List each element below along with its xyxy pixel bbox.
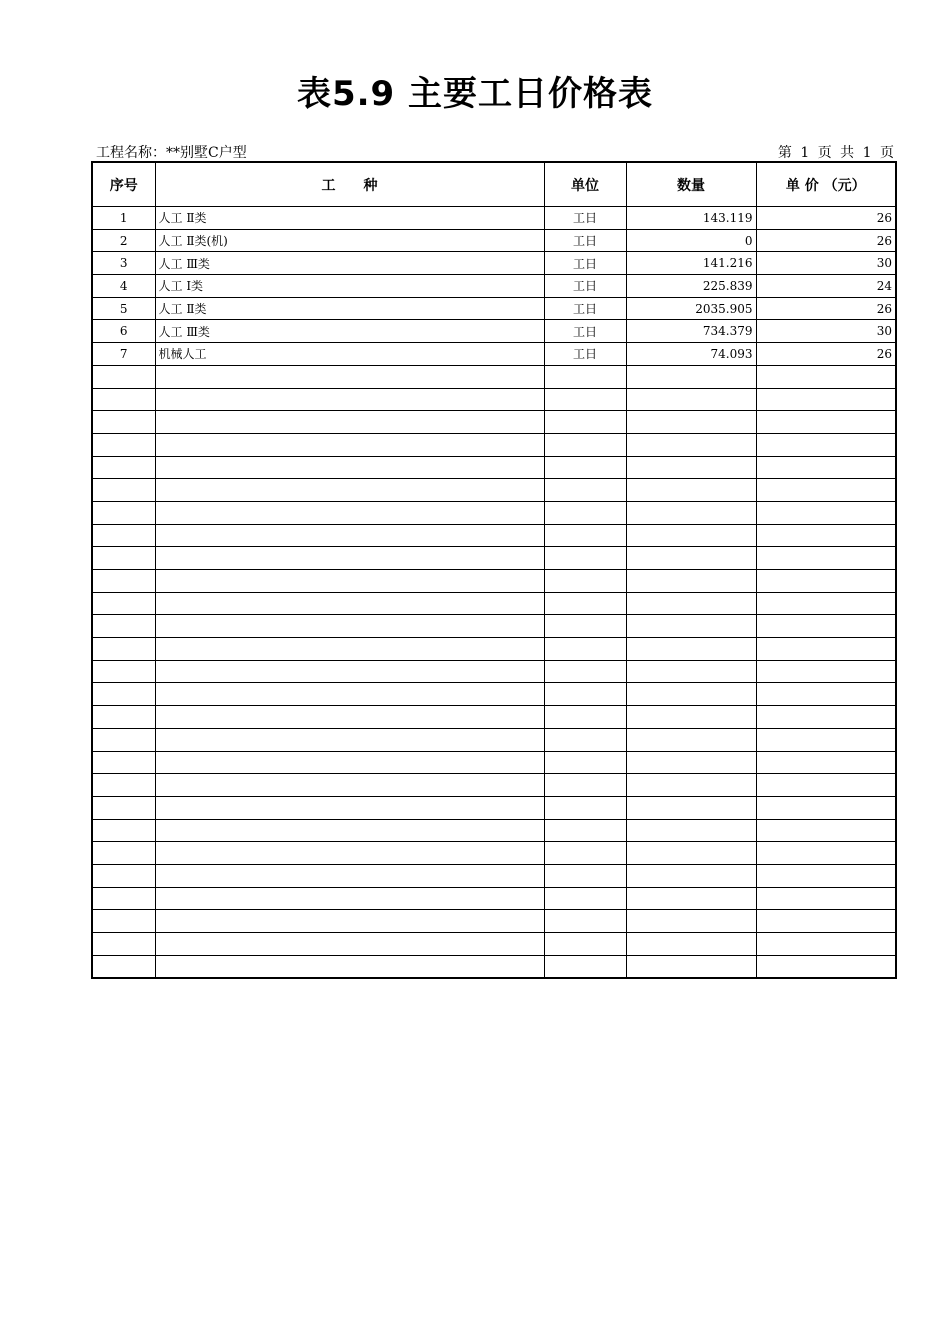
- table-row: [92, 229, 896, 252]
- cell-type: [155, 751, 544, 774]
- header-no: 序号: [92, 162, 155, 207]
- cell-qty: [626, 411, 756, 434]
- cell-unit: [544, 796, 626, 819]
- cell-no: [92, 887, 155, 910]
- cell-unit: [544, 728, 626, 751]
- cell-qty: 734.379: [626, 320, 756, 343]
- cell-unit: [544, 501, 626, 524]
- cell-qty: [626, 774, 756, 797]
- cell-no: 7: [92, 343, 155, 366]
- empty-row: [92, 592, 896, 615]
- cell-qty: 74.093: [626, 343, 756, 366]
- cell-unit: [544, 388, 626, 411]
- cell-qty: [626, 796, 756, 819]
- cell-unit: [544, 615, 626, 638]
- cell-qty: 141.216: [626, 252, 756, 275]
- cell-qty: [626, 910, 756, 933]
- cell-type: [155, 660, 544, 683]
- table-row: [92, 275, 896, 298]
- cell-unit: 工日: [544, 207, 626, 230]
- cell-qty: [626, 728, 756, 751]
- cell-qty: [626, 456, 756, 479]
- cell-qty: [626, 501, 756, 524]
- cell-no: [92, 615, 155, 638]
- cell-unit: [544, 910, 626, 933]
- empty-row: [92, 796, 896, 819]
- empty-row: [92, 819, 896, 842]
- cell-no: [92, 774, 155, 797]
- cell-no: [92, 456, 155, 479]
- cell-qty: [626, 819, 756, 842]
- cell-type: [155, 683, 544, 706]
- cell-unit: [544, 592, 626, 615]
- cell-qty: [626, 524, 756, 547]
- cell-price: [756, 706, 896, 729]
- cell-price: [756, 365, 896, 388]
- cell-price: [756, 524, 896, 547]
- empty-row: [92, 365, 896, 388]
- cell-qty: [626, 683, 756, 706]
- cell-no: [92, 660, 155, 683]
- table-row: [92, 343, 896, 366]
- empty-row: [92, 706, 896, 729]
- cell-price: 26: [756, 207, 896, 230]
- cell-qty: [626, 706, 756, 729]
- empty-row: [92, 501, 896, 524]
- cell-type: [155, 842, 544, 865]
- cell-price: [756, 887, 896, 910]
- cell-no: [92, 819, 155, 842]
- cell-price: [756, 819, 896, 842]
- cell-price: [756, 479, 896, 502]
- cell-type: [155, 365, 544, 388]
- cell-type: 人工 Ⅱ类: [155, 297, 544, 320]
- cell-unit: 工日: [544, 297, 626, 320]
- empty-row: [92, 751, 896, 774]
- cell-type: 机械人工: [155, 343, 544, 366]
- cell-price: [756, 728, 896, 751]
- cell-unit: [544, 706, 626, 729]
- cell-price: [756, 615, 896, 638]
- cell-unit: [544, 638, 626, 661]
- cell-no: [92, 751, 155, 774]
- cell-price: 30: [756, 320, 896, 343]
- cell-unit: [544, 683, 626, 706]
- cell-qty: [626, 615, 756, 638]
- cell-unit: [544, 819, 626, 842]
- cell-unit: [544, 864, 626, 887]
- cell-price: [756, 955, 896, 978]
- cell-no: [92, 388, 155, 411]
- cell-qty: 0: [626, 229, 756, 252]
- cell-no: [92, 365, 155, 388]
- labor-price-table: [91, 161, 897, 979]
- cell-unit: 工日: [544, 252, 626, 275]
- cell-type: [155, 887, 544, 910]
- table-row: [92, 320, 896, 343]
- cell-no: [92, 479, 155, 502]
- cell-price: [756, 842, 896, 865]
- cell-qty: [626, 365, 756, 388]
- cell-unit: [544, 365, 626, 388]
- cell-qty: [626, 388, 756, 411]
- cell-type: [155, 433, 544, 456]
- cell-qty: [626, 933, 756, 956]
- empty-row: [92, 456, 896, 479]
- cell-qty: [626, 547, 756, 570]
- header-qty: 数量: [626, 162, 756, 207]
- cell-price: 26: [756, 343, 896, 366]
- table-row: [92, 297, 896, 320]
- empty-row: [92, 683, 896, 706]
- cell-price: 30: [756, 252, 896, 275]
- empty-row: [92, 388, 896, 411]
- empty-row: [92, 842, 896, 865]
- cell-no: [92, 592, 155, 615]
- cell-price: [756, 592, 896, 615]
- cell-qty: [626, 638, 756, 661]
- cell-type: [155, 456, 544, 479]
- cell-no: [92, 683, 155, 706]
- cell-unit: [544, 842, 626, 865]
- empty-row: [92, 638, 896, 661]
- cell-price: [756, 547, 896, 570]
- cell-unit: [544, 570, 626, 593]
- table-header-row: [92, 162, 896, 207]
- cell-no: [92, 933, 155, 956]
- empty-row: [92, 547, 896, 570]
- cell-unit: [544, 524, 626, 547]
- cell-price: [756, 388, 896, 411]
- cell-no: 6: [92, 320, 155, 343]
- cell-qty: 143.119: [626, 207, 756, 230]
- cell-type: [155, 501, 544, 524]
- cell-unit: 工日: [544, 343, 626, 366]
- cell-type: 人工 Ⅰ类: [155, 275, 544, 298]
- table-body: [92, 207, 896, 979]
- empty-row: [92, 524, 896, 547]
- cell-type: [155, 864, 544, 887]
- cell-unit: 工日: [544, 275, 626, 298]
- cell-unit: [544, 887, 626, 910]
- empty-row: [92, 910, 896, 933]
- cell-no: [92, 706, 155, 729]
- cell-qty: [626, 433, 756, 456]
- empty-row: [92, 887, 896, 910]
- cell-price: [756, 910, 896, 933]
- cell-unit: [544, 547, 626, 570]
- cell-qty: [626, 751, 756, 774]
- cell-unit: [544, 479, 626, 502]
- cell-type: [155, 796, 544, 819]
- cell-price: [756, 501, 896, 524]
- empty-row: [92, 955, 896, 978]
- cell-price: [756, 433, 896, 456]
- cell-no: [92, 547, 155, 570]
- cell-price: 24: [756, 275, 896, 298]
- cell-no: [92, 955, 155, 978]
- cell-type: [155, 570, 544, 593]
- cell-no: [92, 728, 155, 751]
- cell-no: 2: [92, 229, 155, 252]
- header-type: 工 种: [155, 162, 544, 207]
- empty-row: [92, 411, 896, 434]
- cell-qty: [626, 570, 756, 593]
- cell-type: [155, 524, 544, 547]
- cell-qty: [626, 660, 756, 683]
- cell-no: 5: [92, 297, 155, 320]
- cell-type: [155, 638, 544, 661]
- empty-row: [92, 933, 896, 956]
- cell-no: [92, 638, 155, 661]
- cell-unit: [544, 433, 626, 456]
- cell-no: 1: [92, 207, 155, 230]
- cell-unit: 工日: [544, 229, 626, 252]
- cell-type: [155, 933, 544, 956]
- cell-unit: [544, 955, 626, 978]
- cell-type: [155, 955, 544, 978]
- cell-price: [756, 751, 896, 774]
- cell-type: [155, 706, 544, 729]
- cell-qty: [626, 887, 756, 910]
- empty-row: [92, 774, 896, 797]
- cell-price: [756, 933, 896, 956]
- cell-no: [92, 433, 155, 456]
- cell-price: 26: [756, 229, 896, 252]
- table-row: [92, 207, 896, 230]
- header-price: 单 价 （元）: [756, 162, 896, 207]
- cell-unit: [544, 456, 626, 479]
- cell-type: [155, 592, 544, 615]
- cell-no: [92, 842, 155, 865]
- cell-price: [756, 864, 896, 887]
- cell-no: [92, 864, 155, 887]
- page-title: 表5.9 主要工日价格表: [296, 74, 654, 114]
- empty-row: [92, 570, 896, 593]
- empty-row: [92, 660, 896, 683]
- cell-no: [92, 524, 155, 547]
- cell-qty: 225.839: [626, 275, 756, 298]
- cell-no: [92, 501, 155, 524]
- cell-price: [756, 570, 896, 593]
- cell-price: [756, 683, 896, 706]
- cell-price: [756, 774, 896, 797]
- empty-row: [92, 479, 896, 502]
- cell-no: [92, 411, 155, 434]
- cell-price: 26: [756, 297, 896, 320]
- cell-type: 人工 Ⅱ类(机): [155, 229, 544, 252]
- table-row: [92, 252, 896, 275]
- project-name: 工程名称：**别墅C户型: [96, 145, 247, 161]
- cell-type: [155, 910, 544, 933]
- cell-no: 4: [92, 275, 155, 298]
- cell-type: [155, 774, 544, 797]
- cell-type: [155, 388, 544, 411]
- empty-row: [92, 864, 896, 887]
- cell-qty: [626, 592, 756, 615]
- cell-type: 人工 Ⅲ类: [155, 320, 544, 343]
- cell-unit: [544, 774, 626, 797]
- cell-unit: [544, 933, 626, 956]
- cell-qty: [626, 955, 756, 978]
- cell-unit: [544, 660, 626, 683]
- cell-type: 人工 Ⅲ类: [155, 252, 544, 275]
- cell-type: [155, 819, 544, 842]
- cell-qty: [626, 479, 756, 502]
- cell-type: [155, 615, 544, 638]
- cell-unit: [544, 411, 626, 434]
- cell-unit: 工日: [544, 320, 626, 343]
- cell-type: [155, 411, 544, 434]
- cell-unit: [544, 751, 626, 774]
- empty-row: [92, 615, 896, 638]
- cell-qty: [626, 864, 756, 887]
- cell-price: [756, 660, 896, 683]
- cell-qty: 2035.905: [626, 297, 756, 320]
- cell-no: [92, 796, 155, 819]
- cell-no: 3: [92, 252, 155, 275]
- empty-row: [92, 728, 896, 751]
- header-unit: 单位: [544, 162, 626, 207]
- cell-qty: [626, 842, 756, 865]
- cell-no: [92, 910, 155, 933]
- cell-price: [756, 638, 896, 661]
- cell-type: 人工 Ⅱ类: [155, 207, 544, 230]
- cell-type: [155, 479, 544, 502]
- cell-price: [756, 411, 896, 434]
- cell-type: [155, 547, 544, 570]
- cell-type: [155, 728, 544, 751]
- page-info: 第 1 页 共 1 页: [777, 145, 894, 161]
- cell-price: [756, 796, 896, 819]
- empty-row: [92, 433, 896, 456]
- cell-no: [92, 570, 155, 593]
- cell-price: [756, 456, 896, 479]
